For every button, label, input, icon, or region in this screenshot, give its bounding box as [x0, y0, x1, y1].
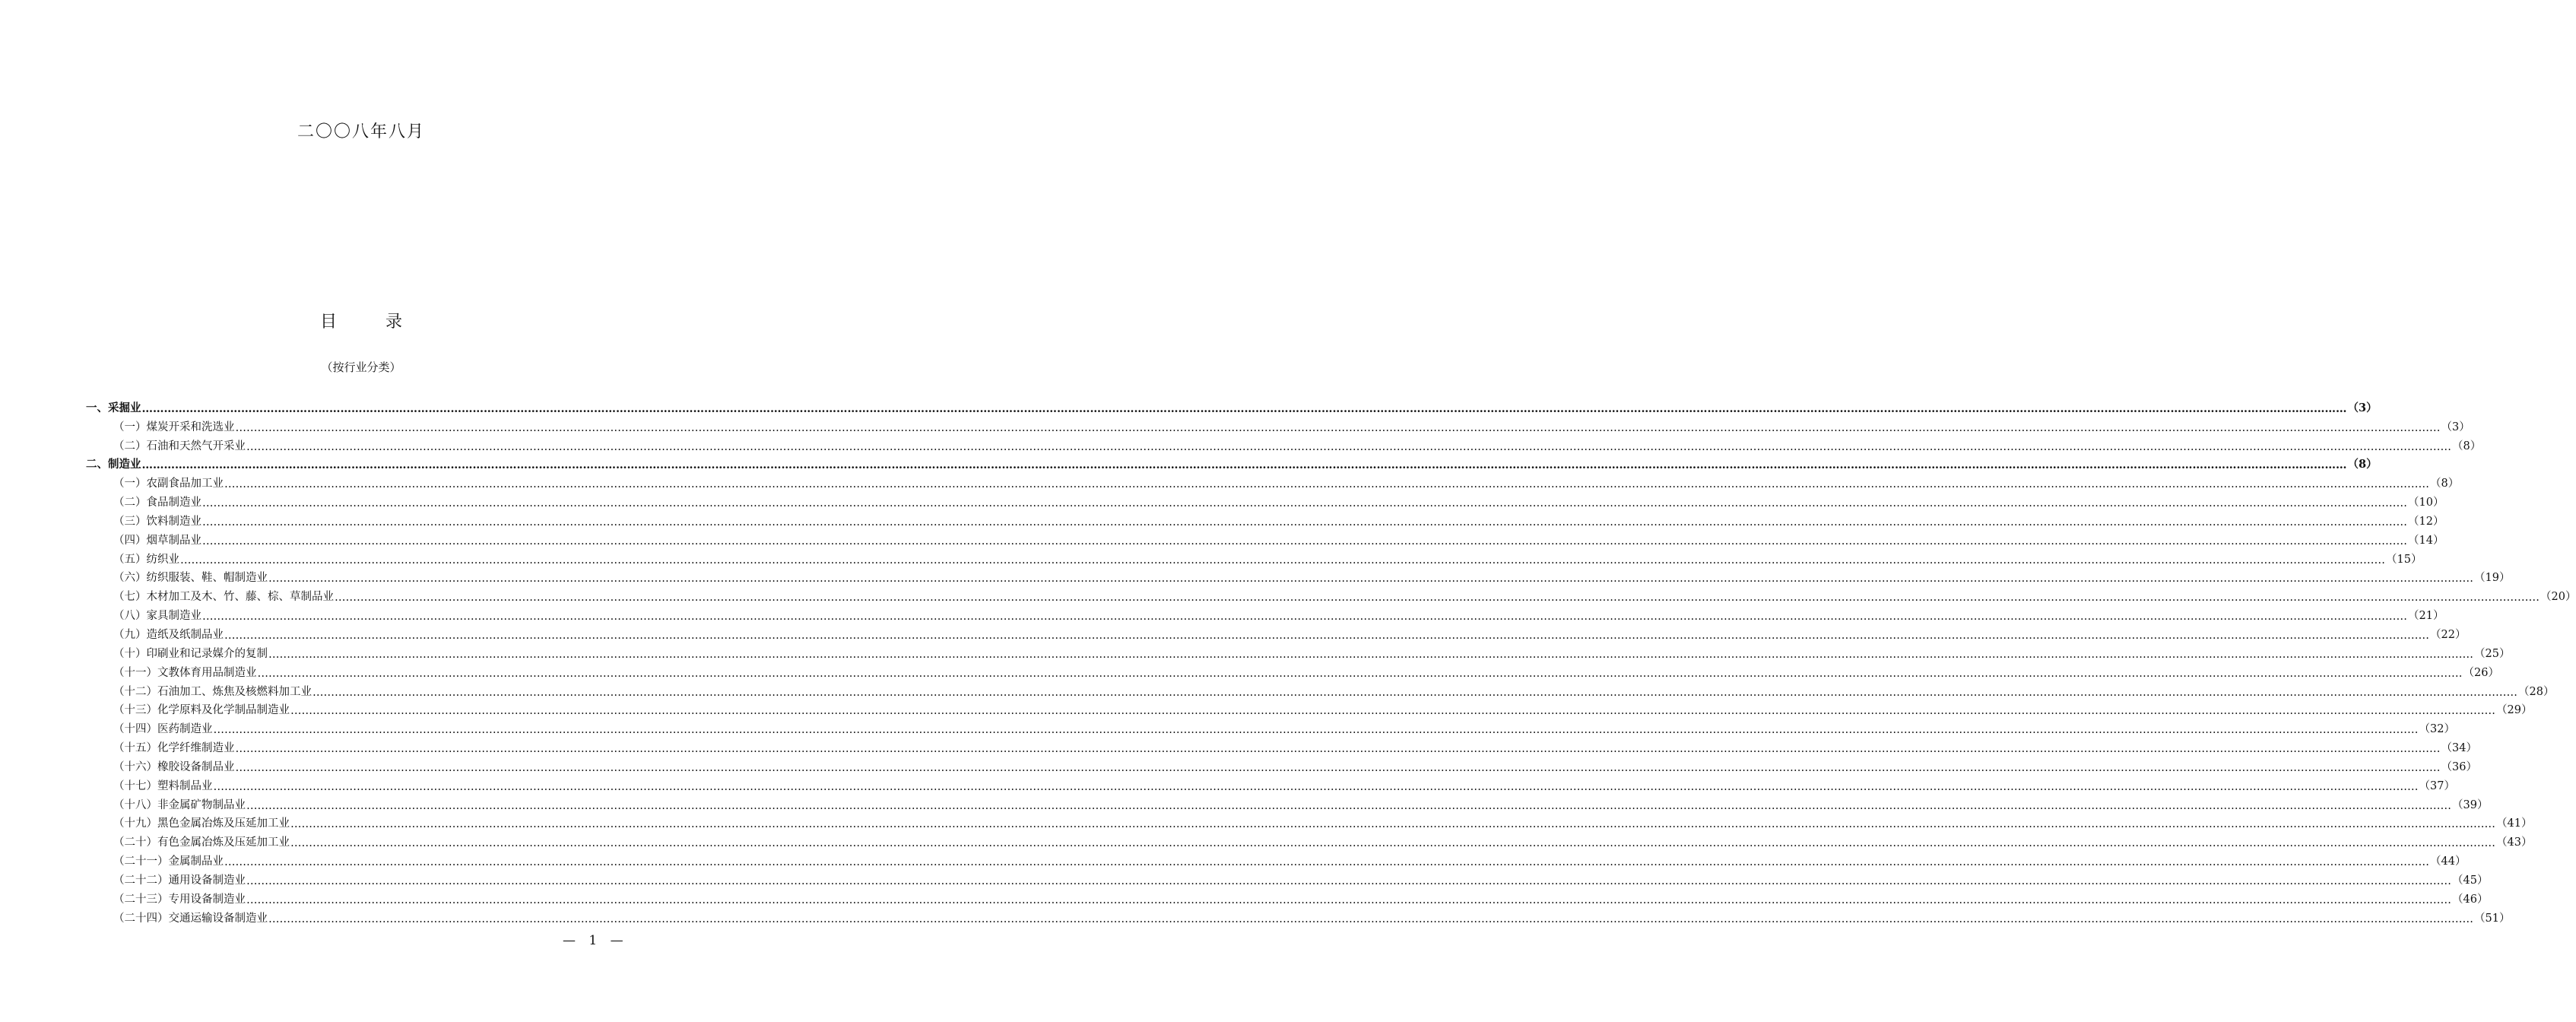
toc-entry-page: （3） — [2347, 401, 2378, 414]
document-date: 二〇〇八年八月 — [297, 122, 425, 141]
toc-entry[interactable] — [86, 567, 2511, 586]
toc-leader-dots: …………………………………………………………………………………………………………………………………………………………………………………………………………………………………………………………………………………………………………………………………………………………………………………………………………………………………………………………………………………………………………………………………………………… — [141, 459, 2347, 472]
toc-leader-dots: …………………………………………………………………………………………………………………………………………………………………………………………………………………………………………………………………………………………………………………………………………………………………………………………………………………………………………………………………………………………………………………………………………………… — [202, 497, 2407, 510]
toc-entry-label: （四）烟草制品业 — [113, 534, 201, 547]
toc-entry[interactable] — [86, 906, 2511, 925]
toc-entry[interactable] — [86, 736, 2477, 756]
toc-entry-label: （十五）化学纤维制造业 — [113, 742, 235, 755]
toc-leader-dots: …………………………………………………………………………………………………………………………………………………………………………………………………………………………………………………………………………………………………………………………………………………………………………………………………………………………………………………………………………………………………………………………………………………… — [335, 592, 2540, 605]
toc-leader-dots: …………………………………………………………………………………………………………………………………………………………………………………………………………………………………………………………………………………………………………………………………………………………………………………………………………………………………………………………………………………………………………………………………………………… — [246, 799, 2451, 812]
toc-entry[interactable] — [86, 755, 2477, 774]
toc-entry[interactable] — [86, 680, 2555, 699]
toc-entry[interactable] — [86, 623, 2467, 642]
toc-leader-dots: …………………………………………………………………………………………………………………………………………………………………………………………………………………………………………………………………………………………………………………………………………………………………………………………………………………………………………………………………………………………………………………………………………………… — [213, 780, 2419, 793]
toc-entry-label: （一）农副食品加工业 — [113, 478, 224, 490]
toc-entry-label: （七）木材加工及木、竹、藤、棕、草制品业 — [113, 591, 334, 604]
toc-leader-dots: …………………………………………………………………………………………………………………………………………………………………………………………………………………………………………………………………………………………………………………………………………………………………………………………………………………………………………………………………………………………………………………………………………………… — [246, 440, 2451, 453]
toc-entry-label: （二十三）专用设备制造业 — [113, 893, 246, 906]
toc-title — [0, 309, 722, 332]
toc-entry-page: （36） — [2441, 760, 2477, 773]
toc-subtitle: （按行业分类） — [321, 360, 401, 374]
toc-entry-page: （28） — [2518, 685, 2555, 698]
toc-entry-page: （45） — [2452, 874, 2489, 887]
toc-leader-dots: …………………………………………………………………………………………………………………………………………………………………………………………………………………………………………………………………………………………………………………………………………………………………………………………………………………………………………………………………………………………………………………………………………………… — [268, 573, 2473, 586]
page-number: — 1 — — [563, 933, 628, 948]
toc-entry-label: （三）饮料制造业 — [113, 515, 201, 528]
table-of-contents — [86, 396, 2576, 925]
toc-leader-dots: …………………………………………………………………………………………………………………………………………………………………………………………………………………………………………………………………………………………………………………………………………………………………………………………………………………………………………………………………………………………………………………………………………………… — [246, 874, 2451, 887]
toc-leader-dots: …………………………………………………………………………………………………………………………………………………………………………………………………………………………………………………………………………………………………………………………………………………………………………………………………………………………………………………………………………………………………………………………………………………… — [141, 402, 2347, 415]
toc-leader-dots: …………………………………………………………………………………………………………………………………………………………………………………………………………………………………………………………………………………………………………………………………………………………………………………………………………………………………………………………………………………………………………………………………………………… — [290, 818, 2495, 831]
toc-entry[interactable] — [86, 699, 2533, 718]
toc-entry-label: （六）纺织服装、鞋、帽制造业 — [113, 572, 268, 585]
toc-entry-page: （32） — [2419, 723, 2455, 736]
toc-leader-dots: …………………………………………………………………………………………………………………………………………………………………………………………………………………………………………………………………………………………………………………………………………………………………………………………………………………………………………………………………………………………………………………………………………………… — [224, 629, 2429, 642]
toc-entry-label: （二）食品制造业 — [113, 497, 201, 509]
toc-entry-label: （十一）文教体育用品制造业 — [113, 666, 257, 679]
toc-leader-dots: …………………………………………………………………………………………………………………………………………………………………………………………………………………………………………………………………………………………………………………………………………………………………………………………………………………………………………………………………………………………………………………………………………………… — [268, 648, 2473, 661]
toc-entry[interactable] — [86, 509, 2444, 528]
toc-entry-page: （39） — [2452, 798, 2489, 811]
toc-entry[interactable] — [86, 849, 2467, 869]
toc-entry[interactable] — [86, 490, 2444, 510]
toc-entry-page: （3） — [2441, 421, 2470, 433]
toc-entry-label: （十六）橡胶设备制品业 — [113, 760, 235, 773]
toc-section[interactable] — [86, 453, 2378, 472]
toc-leader-dots: …………………………………………………………………………………………………………………………………………………………………………………………………………………………………………………………………………………………………………………………………………………………………………………………………………………………………………………………………………………………………………………………………………………… — [290, 837, 2495, 850]
toc-entry-page: （22） — [2430, 628, 2467, 641]
toc-entry-label: （十九）黑色金属冶炼及压延加工业 — [113, 817, 290, 830]
toc-entry[interactable] — [86, 717, 2455, 737]
toc-title-left: 目 — [319, 313, 337, 332]
toc-entry-label: （二）石油和天然气开采业 — [113, 440, 246, 452]
toc-entry-page: （43） — [2496, 836, 2533, 849]
toc-entry[interactable] — [86, 793, 2489, 812]
toc-entry-page: （26） — [2463, 666, 2499, 679]
toc-entry-label: （十七）塑料制品业 — [113, 779, 213, 792]
toc-entry-page: （51） — [2474, 912, 2511, 925]
toc-entry[interactable] — [86, 774, 2455, 793]
toc-entry[interactable] — [86, 415, 2470, 434]
toc-leader-dots: …………………………………………………………………………………………………………………………………………………………………………………………………………………………………………………………………………………………………………………………………………………………………………………………………………………………………………………………………………………………………………………………………………………… — [235, 743, 2441, 756]
toc-leader-dots: …………………………………………………………………………………………………………………………………………………………………………………………………………………………………………………………………………………………………………………………………………………………………………………………………………………………………………………………………………………………………………………………………………………… — [202, 535, 2407, 548]
toc-entry-page: （14） — [2408, 534, 2444, 547]
toc-leader-dots: …………………………………………………………………………………………………………………………………………………………………………………………………………………………………………………………………………………………………………………………………………………………………………………………………………………………………………………………………………………………………………………………………………………… — [268, 912, 2473, 925]
toc-entry[interactable] — [86, 887, 2489, 906]
toc-title-right: 录 — [385, 313, 403, 332]
toc-entry[interactable] — [86, 548, 2422, 567]
toc-leader-dots: …………………………………………………………………………………………………………………………………………………………………………………………………………………………………………………………………………………………………………………………………………………………………………………………………………………………………………………………………………………………………………………………………………………… — [202, 611, 2407, 624]
toc-entry-page: （29） — [2496, 704, 2533, 717]
toc-entry-page: （41） — [2496, 817, 2533, 830]
toc-entry[interactable] — [86, 585, 2576, 605]
toc-entry-page: （37） — [2419, 779, 2455, 792]
toc-entry[interactable] — [86, 812, 2533, 831]
toc-leader-dots: …………………………………………………………………………………………………………………………………………………………………………………………………………………………………………………………………………………………………………………………………………………………………………………………………………………………………………………………………………………………………………………………………………………… — [224, 856, 2429, 869]
toc-leader-dots: …………………………………………………………………………………………………………………………………………………………………………………………………………………………………………………………………………………………………………………………………………………………………………………………………………………………………………………………………………………………………………………………………………………… — [257, 667, 2463, 680]
toc-entry-page: （19） — [2474, 572, 2511, 585]
toc-entry-label: （十三）化学原料及化学制品制造业 — [113, 704, 290, 717]
toc-entry-label: （二十四）交通运输设备制造业 — [113, 912, 268, 925]
toc-entry[interactable] — [86, 471, 2460, 491]
toc-entry-label: 二、制造业 — [86, 458, 141, 471]
toc-entry-page: （8） — [2347, 458, 2378, 471]
toc-entry-page: （44） — [2430, 855, 2467, 868]
toc-leader-dots: …………………………………………………………………………………………………………………………………………………………………………………………………………………………………………………………………………………………………………………………………………………………………………………………………………………………………………………………………………………………………………………………………………………… — [235, 421, 2441, 434]
toc-entry-label: （九）造纸及纸制品业 — [113, 628, 224, 641]
toc-entry-label: （十八）非金属矿物制品业 — [113, 798, 246, 811]
toc-entry-page: （20） — [2540, 591, 2576, 604]
toc-entry-page: （12） — [2408, 515, 2444, 528]
toc-entry[interactable] — [86, 830, 2533, 850]
toc-leader-dots: …………………………………………………………………………………………………………………………………………………………………………………………………………………………………………………………………………………………………………………………………………………………………………………………………………………………………………………………………………………………………………………………………………………… — [202, 516, 2407, 528]
toc-entry-page: （10） — [2408, 497, 2444, 509]
toc-entry-page: （15） — [2386, 553, 2422, 566]
toc-entry[interactable] — [86, 868, 2489, 887]
toc-leader-dots: …………………………………………………………………………………………………………………………………………………………………………………………………………………………………………………………………………………………………………………………………………………………………………………………………………………………………………………………………………………………………………………………………………………… — [180, 554, 2385, 567]
toc-entry-page: （8） — [2430, 478, 2460, 490]
toc-entry-label: （十）印刷业和记录媒介的复制 — [113, 647, 268, 660]
toc-entry-label: （一）煤炭开采和洗选业 — [113, 421, 235, 433]
toc-entry-page: （21） — [2408, 610, 2444, 623]
toc-leader-dots: …………………………………………………………………………………………………………………………………………………………………………………………………………………………………………………………………………………………………………………………………………………………………………………………………………………………………………………………………………………………………………………………………………………… — [312, 686, 2517, 699]
toc-entry[interactable] — [86, 604, 2444, 624]
toc-entry-label: 一、采掘业 — [86, 401, 141, 414]
toc-leader-dots: …………………………………………………………………………………………………………………………………………………………………………………………………………………………………………………………………………………………………………………………………………………………………………………………………………………………………………………………………………………………………………………………………………………… — [224, 478, 2429, 491]
toc-entry-label: （十四）医药制造业 — [113, 723, 213, 736]
toc-leader-dots: …………………………………………………………………………………………………………………………………………………………………………………………………………………………………………………………………………………………………………………………………………………………………………………………………………………………………………………………………………………………………………………………………………………… — [246, 893, 2451, 906]
toc-entry[interactable] — [86, 661, 2499, 680]
toc-entry-page: （46） — [2452, 893, 2489, 906]
toc-entry-label: （二十二）通用设备制造业 — [113, 874, 246, 887]
toc-entry[interactable] — [86, 528, 2444, 548]
toc-entry-label: （八）家具制造业 — [113, 610, 201, 623]
toc-entry-label: （五）纺织业 — [113, 553, 179, 566]
toc-entry-page: （25） — [2474, 647, 2511, 660]
toc-section[interactable] — [86, 396, 2378, 415]
toc-leader-dots: …………………………………………………………………………………………………………………………………………………………………………………………………………………………………………………………………………………………………………………………………………………………………………………………………………………………………………………………………………………………………………………………………………………… — [290, 705, 2495, 718]
toc-leader-dots: …………………………………………………………………………………………………………………………………………………………………………………………………………………………………………………………………………………………………………………………………………………………………………………………………………………………………………………………………………………………………………………………………………………… — [213, 724, 2419, 737]
toc-entry-page: （8） — [2452, 440, 2482, 452]
toc-entry[interactable] — [86, 642, 2511, 661]
toc-entry[interactable] — [86, 434, 2482, 453]
toc-entry-label: （十二）石油加工、炼焦及核燃料加工业 — [113, 685, 312, 698]
toc-entry-page: （34） — [2441, 742, 2477, 755]
toc-leader-dots: …………………………………………………………………………………………………………………………………………………………………………………………………………………………………………………………………………………………………………………………………………………………………………………………………………………………………………………………………………………………………………………………………………………… — [235, 761, 2441, 774]
toc-entry-label: （二十）有色金属冶炼及压延加工业 — [113, 836, 290, 849]
toc-entry-label: （二十一）金属制品业 — [113, 855, 224, 868]
